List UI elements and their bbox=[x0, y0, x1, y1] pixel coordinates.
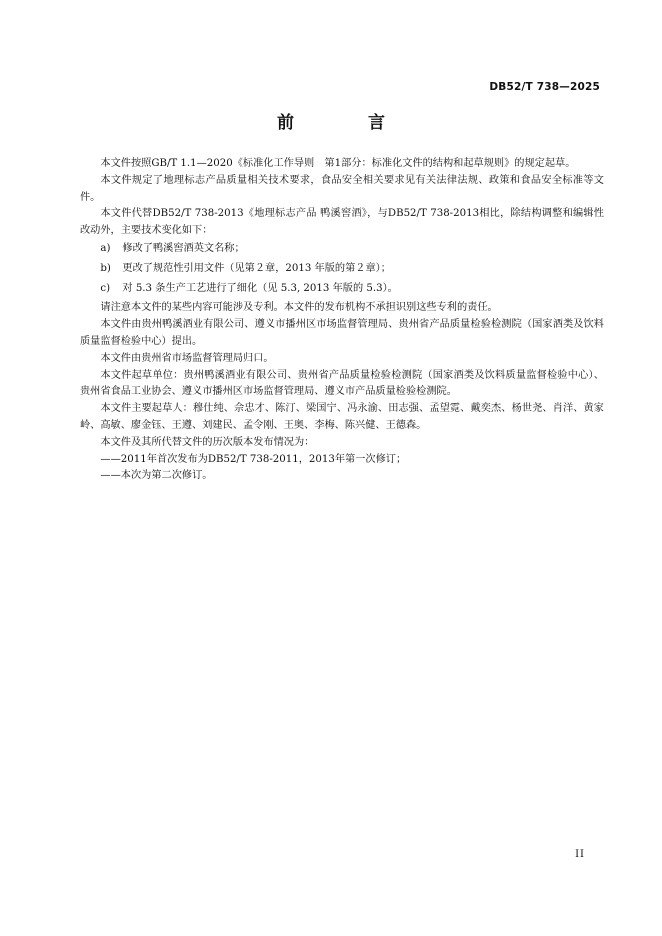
page-title: 前 言 bbox=[277, 113, 419, 133]
change-item bbox=[80, 261, 604, 278]
paragraph-replacement: 本文件代替DB52/T 738-2013《地理标志产品 鸭溪窖酒》，与DB52/T 738-2013相比，除结构调整和编辑性改动外，主要技术变化如下： bbox=[80, 208, 604, 237]
change-item-mark: c) bbox=[100, 282, 111, 294]
paragraph-drafters: 本文件主要起草人：穆仕纯、佘忠才、陈汀、梁国宁、冯永渝、田志强、孟望霓、戴奕杰、杨世尧、肖洋、黄家岭、高敏、廖金钰、王遵、刘建民、孟令刚、王奥、李梅、陈兴健、王德森。 bbox=[80, 403, 604, 431]
paragraph-patent-notice: 请注意本文件的某些内容可能涉及专利。本文件的发布机构不承担识别这些专利的责任。 bbox=[100, 302, 498, 314]
foreword-body bbox=[80, 156, 604, 485]
history-item: ——2011年首次发布为DB52/T 738-2011，2013年第一次修订； bbox=[100, 453, 407, 465]
paragraph-drafting-units: 本文件起草单位：贵州鸭溪酒业有限公司、贵州省产品质量检验检测院（国家酒类及饮料质量监督检验中心）、贵州省食品工业协会、遵义市播州区市场监督管理局、遵义市产品质量检验检测院。 bbox=[80, 369, 604, 398]
change-item-mark: b) bbox=[100, 262, 111, 274]
change-item-text: 修改了鸭溪窖酒英文名称； bbox=[122, 242, 245, 254]
paragraph-centralized-by: 本文件由贵州省市场监督管理局归口。 bbox=[100, 352, 274, 364]
paragraph-history-intro: 本文件及其所代替文件的历次版本发布情况为： bbox=[100, 436, 315, 448]
change-item bbox=[80, 281, 604, 298]
history-item: ——本次为第二次修订。 bbox=[100, 470, 213, 482]
document-code: DB52/T 738—2025 bbox=[489, 81, 600, 93]
change-item-text: 更改了规范性引用文件（见第２章，2013 年版的第２章）； bbox=[122, 262, 391, 274]
change-item-text: 对 5.3 条生产工艺进行了细化（见 5.3, 2013 年版的 5.3）。 bbox=[122, 282, 398, 294]
page-number: II bbox=[575, 849, 585, 860]
change-item-mark: a) bbox=[100, 242, 111, 254]
change-item bbox=[80, 241, 604, 258]
paragraph-scope: 本文件规定了地理标志产品质量相关技术要求，食品安全相关要求见有关法律法规、政策和食品安全标准等文件。 bbox=[80, 174, 604, 203]
paragraph-proposer: 本文件由贵州鸭溪酒业有限公司、遵义市播州区市场监督管理局、贵州省产品质量检验检测院（国家酒类及饮料质量监督检验中心）提出。 bbox=[80, 319, 604, 347]
paragraph-drafting-basis: 本文件按照GB/T 1.1—2020《标准化工作导则 第1部分：标准化文件的结构和起草规则》的规定起草。 bbox=[100, 158, 576, 169]
